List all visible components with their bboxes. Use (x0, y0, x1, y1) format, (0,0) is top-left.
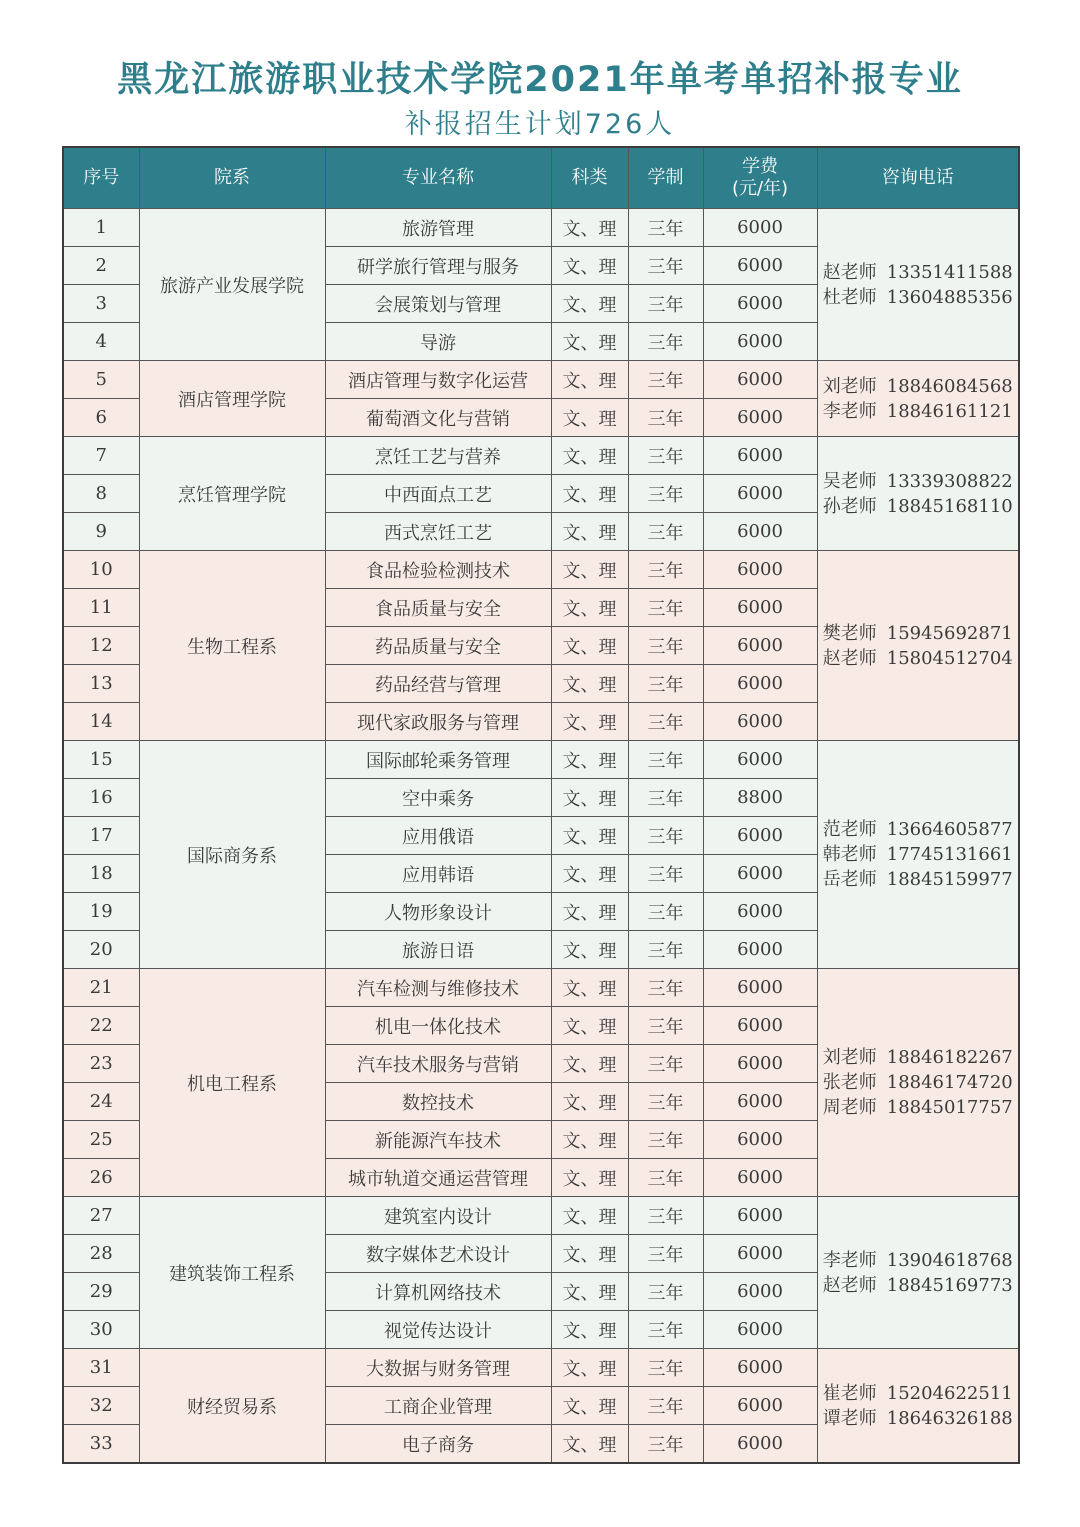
contact-phone: 18845159977 (886, 869, 1013, 890)
tuition-fee: 6000 (703, 209, 817, 247)
row-number: 24 (63, 1083, 139, 1121)
row-number: 31 (63, 1349, 139, 1387)
subject-type: 文、理 (551, 589, 628, 627)
row-number: 22 (63, 1007, 139, 1045)
major-name: 大数据与财务管理 (325, 1349, 551, 1387)
subject-type: 文、理 (551, 779, 628, 817)
contact-name: 杜老师 (822, 286, 877, 308)
row-number: 18 (63, 855, 139, 893)
contact-name: 韩老师 (822, 844, 877, 865)
contact-cell (817, 741, 1019, 969)
contact-phone: 18845017757 (886, 1097, 1013, 1118)
header-fee-line2: (元/年) (731, 178, 789, 199)
study-duration: 三年 (628, 627, 703, 665)
contact-phone: 13604885356 (886, 286, 1013, 308)
contact-phone: 18845169773 (886, 1274, 1013, 1296)
contact-phone: 18845168110 (886, 495, 1013, 517)
tuition-fee: 8800 (703, 779, 817, 817)
table-row (63, 551, 1019, 589)
row-number: 11 (63, 589, 139, 627)
subject-type: 文、理 (551, 285, 628, 323)
department-cell: 财经贸易系 (139, 1349, 325, 1464)
page-title: 黑龙江旅游职业技术学院2021年单考单招补报专业 (117, 60, 963, 100)
department-cell: 酒店管理学院 (139, 361, 325, 437)
major-name: 药品质量与安全 (325, 627, 551, 665)
contact-phone: 15804512704 (886, 647, 1013, 669)
header-fee-line1: 学费 (742, 156, 778, 177)
contact-name: 张老师 (822, 1072, 877, 1093)
contact-phone: 13664605877 (886, 819, 1013, 840)
contact-line (818, 1273, 1019, 1298)
row-number: 12 (63, 627, 139, 665)
study-duration: 三年 (628, 893, 703, 931)
tuition-fee: 6000 (703, 627, 817, 665)
contact-line (818, 621, 1019, 646)
contact-line (818, 1406, 1019, 1431)
contact-name: 李老师 (822, 1249, 877, 1271)
row-number: 10 (63, 551, 139, 589)
contact-name: 谭老师 (822, 1407, 877, 1429)
tuition-fee: 6000 (703, 1045, 817, 1083)
contact-phone: 13904618768 (886, 1249, 1013, 1271)
page-subtitle: 补报招生计划726人 (404, 109, 676, 140)
subject-type: 文、理 (551, 817, 628, 855)
tuition-fee: 6000 (703, 1197, 817, 1235)
contact-line (818, 494, 1019, 519)
contact-phone: 13351411588 (886, 261, 1013, 283)
major-name: 建筑室内设计 (325, 1197, 551, 1235)
tuition-fee: 6000 (703, 855, 817, 893)
contact-line (818, 817, 1019, 842)
table-row (63, 437, 1019, 475)
major-name: 新能源汽车技术 (325, 1121, 551, 1159)
tuition-fee: 6000 (703, 893, 817, 931)
study-duration: 三年 (628, 931, 703, 969)
contact-name: 刘老师 (822, 1047, 877, 1068)
tuition-fee: 6000 (703, 703, 817, 741)
contact-line (818, 1070, 1019, 1095)
row-number: 28 (63, 1235, 139, 1273)
contact-name: 吴老师 (822, 470, 877, 492)
study-duration: 三年 (628, 855, 703, 893)
tuition-fee: 6000 (703, 1083, 817, 1121)
subject-type: 文、理 (551, 1235, 628, 1273)
major-name: 国际邮轮乘务管理 (325, 741, 551, 779)
row-number: 30 (63, 1311, 139, 1349)
contact-cell (817, 1197, 1019, 1349)
row-number: 4 (63, 323, 139, 361)
header-phone: 咨询电话 (817, 147, 1019, 209)
subject-type: 文、理 (551, 247, 628, 285)
contact-phone: 17745131661 (886, 844, 1013, 865)
contact-phone: 18846174720 (886, 1072, 1013, 1093)
subject-type: 文、理 (551, 1007, 628, 1045)
contact-cell (817, 551, 1019, 741)
tuition-fee: 6000 (703, 931, 817, 969)
contact-cell (817, 1349, 1019, 1464)
tuition-fee: 6000 (703, 1387, 817, 1425)
major-name: 烹饪工艺与营养 (325, 437, 551, 475)
subject-type: 文、理 (551, 627, 628, 665)
tuition-fee: 6000 (703, 1425, 817, 1464)
department-cell: 机电工程系 (139, 969, 325, 1197)
subject-type: 文、理 (551, 361, 628, 399)
study-duration: 三年 (628, 399, 703, 437)
row-number: 33 (63, 1425, 139, 1464)
study-duration: 三年 (628, 1083, 703, 1121)
subject-type: 文、理 (551, 513, 628, 551)
table-row (63, 1197, 1019, 1235)
row-number: 3 (63, 285, 139, 323)
major-name: 食品质量与安全 (325, 589, 551, 627)
study-duration: 三年 (628, 741, 703, 779)
study-duration: 三年 (628, 247, 703, 285)
contact-line (818, 1381, 1019, 1406)
study-duration: 三年 (628, 1045, 703, 1083)
row-number: 6 (63, 399, 139, 437)
major-name: 工商企业管理 (325, 1387, 551, 1425)
contact-cell (817, 361, 1019, 437)
tuition-fee: 6000 (703, 285, 817, 323)
major-name: 应用俄语 (325, 817, 551, 855)
table-row (63, 209, 1019, 247)
major-name: 现代家政服务与管理 (325, 703, 551, 741)
study-duration: 三年 (628, 1425, 703, 1464)
row-number: 14 (63, 703, 139, 741)
contact-phone: 18646326188 (886, 1407, 1013, 1429)
major-name: 西式烹饪工艺 (325, 513, 551, 551)
subject-type: 文、理 (551, 1197, 628, 1235)
table-row (63, 361, 1019, 399)
row-number: 2 (63, 247, 139, 285)
contact-line (818, 646, 1019, 671)
study-duration: 三年 (628, 1273, 703, 1311)
major-name: 导游 (325, 323, 551, 361)
subject-type: 文、理 (551, 1121, 628, 1159)
contact-name: 范老师 (822, 819, 877, 840)
tuition-fee: 6000 (703, 1311, 817, 1349)
contact-line (818, 842, 1019, 867)
header-no: 序号 (63, 147, 139, 209)
header-major: 专业名称 (325, 147, 551, 209)
header-row (63, 147, 1019, 209)
tuition-fee: 6000 (703, 1121, 817, 1159)
department-cell: 旅游产业发展学院 (139, 209, 325, 361)
header-subject: 科类 (551, 147, 628, 209)
row-number: 23 (63, 1045, 139, 1083)
contact-name: 孙老师 (822, 495, 877, 517)
study-duration: 三年 (628, 323, 703, 361)
tuition-fee: 6000 (703, 817, 817, 855)
major-name: 酒店管理与数字化运营 (325, 361, 551, 399)
contact-phone: 18846182267 (886, 1047, 1013, 1068)
contact-line (818, 1248, 1019, 1273)
table-body (63, 209, 1019, 1464)
subject-type: 文、理 (551, 1387, 628, 1425)
study-duration: 三年 (628, 1197, 703, 1235)
subject-type: 文、理 (551, 1425, 628, 1464)
study-duration: 三年 (628, 1311, 703, 1349)
header-duration: 学制 (628, 147, 703, 209)
tuition-fee: 6000 (703, 399, 817, 437)
tuition-fee: 6000 (703, 969, 817, 1007)
major-name: 会展策划与管理 (325, 285, 551, 323)
contact-line (818, 285, 1019, 310)
subject-type: 文、理 (551, 1159, 628, 1197)
table-header (63, 147, 1019, 209)
contact-phone: 13339308822 (886, 470, 1013, 492)
enrollment-table (62, 146, 1020, 1464)
subject-type: 文、理 (551, 703, 628, 741)
contact-line (818, 867, 1019, 892)
department-cell: 国际商务系 (139, 741, 325, 969)
subject-type: 文、理 (551, 1045, 628, 1083)
contact-phone: 18846084568 (886, 375, 1013, 397)
contact-line (818, 469, 1019, 494)
study-duration: 三年 (628, 209, 703, 247)
tuition-fee: 6000 (703, 247, 817, 285)
department-cell: 烹饪管理学院 (139, 437, 325, 551)
tuition-fee: 6000 (703, 1349, 817, 1387)
subject-type: 文、理 (551, 1273, 628, 1311)
study-duration: 三年 (628, 817, 703, 855)
major-name: 空中乘务 (325, 779, 551, 817)
major-name: 汽车技术服务与营销 (325, 1045, 551, 1083)
study-duration: 三年 (628, 1121, 703, 1159)
department-cell: 生物工程系 (139, 551, 325, 741)
major-name: 城市轨道交通运营管理 (325, 1159, 551, 1197)
contact-line (818, 1045, 1019, 1070)
row-number: 26 (63, 1159, 139, 1197)
contact-cell (817, 969, 1019, 1197)
major-name: 研学旅行管理与服务 (325, 247, 551, 285)
contact-name: 赵老师 (822, 1274, 877, 1296)
subject-type: 文、理 (551, 323, 628, 361)
major-name: 人物形象设计 (325, 893, 551, 931)
row-number: 17 (63, 817, 139, 855)
subject-type: 文、理 (551, 399, 628, 437)
tuition-fee: 6000 (703, 589, 817, 627)
contact-name: 赵老师 (822, 261, 877, 283)
study-duration: 三年 (628, 1235, 703, 1273)
contact-line (818, 1095, 1019, 1120)
subject-type: 文、理 (551, 209, 628, 247)
subject-type: 文、理 (551, 475, 628, 513)
subject-type: 文、理 (551, 437, 628, 475)
study-duration: 三年 (628, 475, 703, 513)
header-dept: 院系 (139, 147, 325, 209)
contact-line (818, 399, 1019, 424)
study-duration: 三年 (628, 1007, 703, 1045)
row-number: 8 (63, 475, 139, 513)
tuition-fee: 6000 (703, 437, 817, 475)
subject-type: 文、理 (551, 1349, 628, 1387)
subject-type: 文、理 (551, 1083, 628, 1121)
study-duration: 三年 (628, 551, 703, 589)
tuition-fee: 6000 (703, 1007, 817, 1045)
row-number: 13 (63, 665, 139, 703)
subject-type: 文、理 (551, 855, 628, 893)
study-duration: 三年 (628, 589, 703, 627)
major-name: 药品经营与管理 (325, 665, 551, 703)
department-cell: 建筑装饰工程系 (139, 1197, 325, 1349)
row-number: 20 (63, 931, 139, 969)
major-name: 数控技术 (325, 1083, 551, 1121)
row-number: 29 (63, 1273, 139, 1311)
major-name: 应用韩语 (325, 855, 551, 893)
major-name: 中西面点工艺 (325, 475, 551, 513)
contact-name: 赵老师 (822, 647, 877, 669)
major-name: 葡萄酒文化与营销 (325, 399, 551, 437)
study-duration: 三年 (628, 1159, 703, 1197)
header-fee (703, 147, 817, 209)
row-number: 27 (63, 1197, 139, 1235)
table-row (63, 969, 1019, 1007)
study-duration: 三年 (628, 779, 703, 817)
subject-type: 文、理 (551, 1311, 628, 1349)
subject-type: 文、理 (551, 551, 628, 589)
contact-name: 刘老师 (822, 375, 877, 397)
study-duration: 三年 (628, 1387, 703, 1425)
row-number: 9 (63, 513, 139, 551)
major-name: 数字媒体艺术设计 (325, 1235, 551, 1273)
row-number: 5 (63, 361, 139, 399)
contact-name: 樊老师 (822, 622, 877, 644)
contact-line (818, 260, 1019, 285)
study-duration: 三年 (628, 969, 703, 1007)
contact-cell (817, 209, 1019, 361)
contact-name: 崔老师 (822, 1382, 877, 1404)
major-name: 电子商务 (325, 1425, 551, 1464)
tuition-fee: 6000 (703, 513, 817, 551)
tuition-fee: 6000 (703, 323, 817, 361)
study-duration: 三年 (628, 703, 703, 741)
major-name: 旅游管理 (325, 209, 551, 247)
row-number: 19 (63, 893, 139, 931)
contact-name: 李老师 (822, 400, 877, 422)
major-name: 机电一体化技术 (325, 1007, 551, 1045)
contact-cell (817, 437, 1019, 551)
study-duration: 三年 (628, 1349, 703, 1387)
subject-type: 文、理 (551, 665, 628, 703)
subject-type: 文、理 (551, 741, 628, 779)
contact-name: 周老师 (822, 1097, 877, 1118)
tuition-fee: 6000 (703, 551, 817, 589)
study-duration: 三年 (628, 437, 703, 475)
major-name: 食品检验检测技术 (325, 551, 551, 589)
row-number: 7 (63, 437, 139, 475)
row-number: 15 (63, 741, 139, 779)
tuition-fee: 6000 (703, 1235, 817, 1273)
contact-line (818, 374, 1019, 399)
row-number: 21 (63, 969, 139, 1007)
study-duration: 三年 (628, 665, 703, 703)
tuition-fee: 6000 (703, 475, 817, 513)
tuition-fee: 6000 (703, 1159, 817, 1197)
study-duration: 三年 (628, 361, 703, 399)
study-duration: 三年 (628, 285, 703, 323)
row-number: 25 (63, 1121, 139, 1159)
subject-type: 文、理 (551, 931, 628, 969)
table-row (63, 741, 1019, 779)
major-name: 计算机网络技术 (325, 1273, 551, 1311)
contact-phone: 18846161121 (886, 400, 1013, 422)
contact-name: 岳老师 (822, 869, 877, 890)
row-number: 1 (63, 209, 139, 247)
tuition-fee: 6000 (703, 665, 817, 703)
major-name: 汽车检测与维修技术 (325, 969, 551, 1007)
contact-phone: 15204622511 (886, 1382, 1013, 1404)
tuition-fee: 6000 (703, 1273, 817, 1311)
contact-phone: 15945692871 (886, 622, 1013, 644)
subject-type: 文、理 (551, 893, 628, 931)
tuition-fee: 6000 (703, 361, 817, 399)
study-duration: 三年 (628, 513, 703, 551)
subject-type: 文、理 (551, 969, 628, 1007)
row-number: 32 (63, 1387, 139, 1425)
major-name: 视觉传达设计 (325, 1311, 551, 1349)
table-row (63, 1349, 1019, 1387)
tuition-fee: 6000 (703, 741, 817, 779)
major-name: 旅游日语 (325, 931, 551, 969)
row-number: 16 (63, 779, 139, 817)
